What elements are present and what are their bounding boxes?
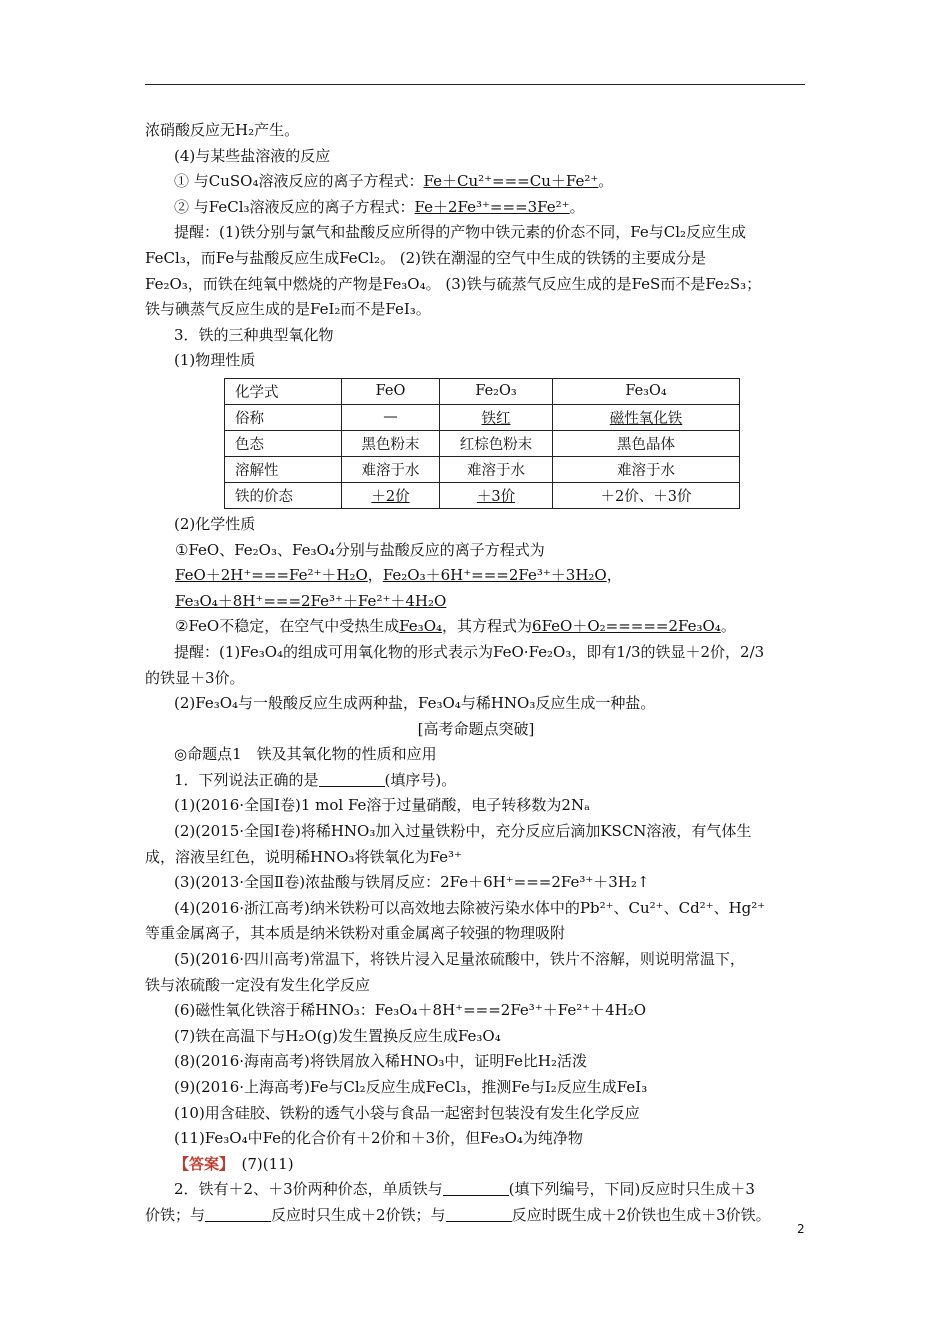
answer-blank[interactable] [443,1181,509,1196]
q1-item-11: (11)Fe₃O₄中Fe的化合价有＋2价和＋3价，但Fe₃O₄为纯净物 [174,1129,583,1148]
q1-item-2: (2)(2015·全国Ⅰ卷)将稀HNO₃加入过量铁粉中，充分反应后滴加KSCN溶液，有气体生 [174,822,752,841]
q1-item-7: (7)铁在高温下与H₂O(g)发生置换反应生成Fe₃O₄ [174,1026,501,1045]
q1-item-1: (1)(2016·全国Ⅰ卷)1 mol Fe溶于过量硝酸，电子转移数为2Nₐ [174,796,590,815]
chem-line-1: ①FeO、Fe₂O₃、Fe₃O₄分别与盐酸反应的离子方程式为 [175,540,545,559]
answer-blank[interactable] [446,1207,512,1222]
q1-item-9: (9)(2016·上海高考)Fe与Cl₂反应生成FeCl₃，推测Fe与I₂反应生成FeI₃ [174,1078,648,1096]
q1-item-5: (5)(2016·四川高考)常温下，将铁片浸入足量浓硫酸中，铁片不溶解，则说明常温下， [174,950,745,969]
tip1-line-1: 提醒：(1)铁分别与氯气和盐酸反应所得的产物中铁元素的价态不同，Fe与Cl₂反应生成 [174,223,747,242]
salt-line-2: ② 与FeCl₃溶液反应的离子方程式：Fe＋2Fe³⁺===3Fe²⁺。 [174,197,585,216]
table-row: 溶解性 难溶于水 难溶于水 难溶于水 [225,456,740,482]
chem-equations-2: Fe₃O₄＋8H⁺===2Fe³⁺＋Fe²⁺＋4H₂O [175,591,447,610]
table-row: 俗称 — 铁红 磁性氧化铁 [225,404,740,430]
table-row: 铁的价态 ＋2价 ＋3价 ＋2价、＋3价 [225,482,740,508]
physical-properties-heading: (1)物理性质 [174,351,256,370]
tip2-line-1: 提醒：(1)Fe₃O₄的组成可用氧化物的形式表示为FeO·Fe₂O₃，即有1/3的铁显＋2价，2/3 [174,642,765,661]
tip1-line-3: Fe₂O₃，而铁在纯氧中燃烧的产物是Fe₃O₄。 (3)铁与硫蒸气反应生成的是FeS而不是Fe₂S₃； [145,274,762,293]
salt-line-1: ① 与CuSO₄溶液反应的离子方程式：Fe＋Cu²⁺===Cu＋Fe²⁺。 [174,172,614,191]
answer-tag: 【答案】 [174,1154,227,1173]
intro-line: 浓硝酸反应无H₂产生。 [145,121,300,139]
chemical-properties-heading: (2)化学性质 [174,514,256,533]
question-2-line-2: 价铁；与 反应时只生成＋2价铁；与 反应时既生成＋2价铁也生成＋3价铁。 [145,1205,771,1224]
question-2-line-1: 2．铁有＋2、＋3价两种价态，单质铁与 (填下列编号，下同)反应时只生成＋3 [174,1180,755,1199]
oxide-properties-table [224,378,740,509]
chem-line-2: ②FeO不稳定，在空气中受热生成Fe₃O₄，其方程式为6FeO＋O₂=====2Fe₃O₄。 [175,617,736,636]
answer-blank[interactable] [205,1207,271,1222]
q1-item-6: (6)磁性氧化铁溶于稀HNO₃：Fe₃O₄＋8H⁺===2Fe³⁺＋Fe²⁺＋4H₂O [174,1001,647,1020]
q1-item-2-cont: 成，溶液呈红色，说明稀HNO₃将铁氧化为Fe³⁺ [145,847,462,866]
tip1-line-4: 铁与碘蒸气反应生成的是FeI₂而不是FeI₃。 [145,300,431,319]
q1-item-4-cont: 等重金属离子，其本质是纳米铁粉对重金属离子较强的物理吸附 [145,924,566,943]
answer-blank[interactable] [319,772,385,787]
header-rule [145,84,805,85]
q1-item-5-cont: 铁与浓硫酸一定没有发生化学反应 [145,975,371,994]
salt-title: (4)与某些盐溶液的反应 [174,146,331,165]
q1-answer: 【答案】 (7)(11) [174,1154,294,1173]
q1-item-3: (3)(2013·全国Ⅱ卷)浓盐酸与铁屑反应：2Fe＋6H⁺===2Fe³⁺＋3H₂↑ [174,873,650,892]
chem-equations-1: FeO＋2H⁺===Fe²⁺＋H₂O，Fe₂O₃＋6H⁺===2Fe³⁺＋3H₂O， [175,566,622,585]
q1-item-4: (4)(2016·浙江高考)纳米铁粉可以高效地去除被污染水体中的Pb²⁺、Cu²⁺、Cd²⁺、Hg²⁺ [174,898,766,917]
q1-item-8: (8)(2016·海南高考)将铁屑放入稀HNO₃中，证明Fe比H₂活泼 [174,1052,587,1071]
q1-item-10: (10)用含硅胶、铁粉的透气小袋与食品一起密封包装没有发生化学反应 [174,1103,640,1122]
question-1-stem: 1．下列说法正确的是 (填序号)。 [174,770,457,789]
table-row: 色态 黑色粉末 红棕色粉末 黑色晶体 [225,430,740,456]
page-number: 2 [797,1222,805,1236]
oxides-title: 3．铁的三种典型氧化物 [174,325,334,344]
topic-heading: ◎命题点1 铁及其氧化物的性质和应用 [174,745,437,764]
cuso4-equation: Fe＋Cu²⁺===Cu＋Fe²⁺ [423,172,599,191]
tip2-line-2: 的铁显＋3价。 [145,668,245,687]
table-header-row: 化学式 FeO Fe₂O₃ Fe₃O₄ [225,378,740,404]
tip2-line-3: (2)Fe₃O₄与一般酸反应生成两种盐，Fe₃O₄与稀HNO₃反应生成一种盐。 [174,694,656,713]
tip1-line-2: FeCl₃，而Fe与盐酸反应生成FeCl₂。 (2)铁在潮湿的空气中生成的铁锈的主要成分是 [145,248,706,267]
section-heading: [高考命题点突破] [417,719,535,738]
fecl3-equation: Fe＋2Fe³⁺===3Fe²⁺ [414,197,570,216]
page-content [145,118,807,1229]
